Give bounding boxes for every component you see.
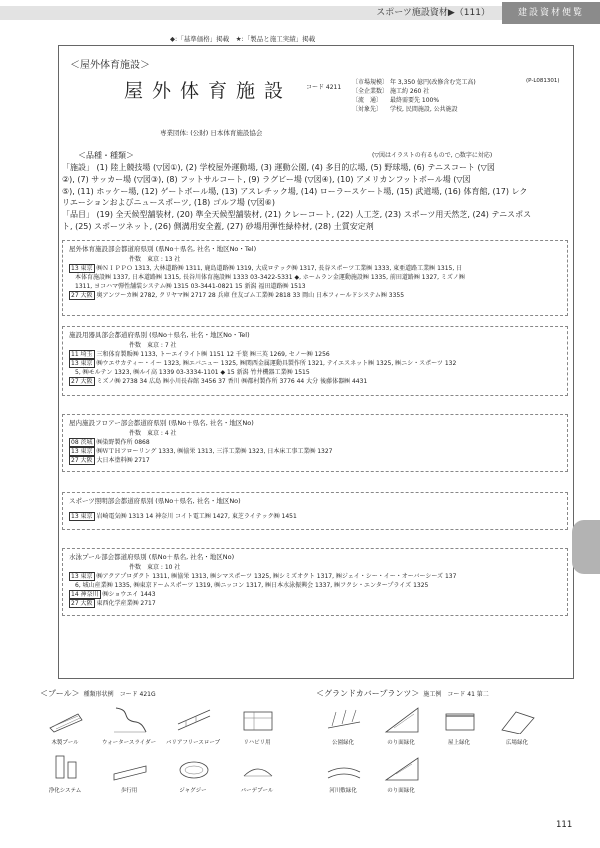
types-line: リエーションおよびニュースポーツ, (18) ゴルフ場 (▽図⑥) <box>62 198 275 208</box>
types-note: (▽図はイラストの有るもので, ○数字に対応) <box>372 152 493 159</box>
box-line: 27 大阪 東西化学産業㈱ 2717 <box>71 600 156 607</box>
slope-greening-illustration-2 <box>384 752 420 782</box>
box-line: 27 大阪 大日本塗料㈱ 2717 <box>71 457 150 464</box>
page-title: 屋外体育施設 <box>124 80 293 102</box>
prefecture-tag: 13 東京 <box>71 573 93 580</box>
prefecture-tag: 27 大阪 <box>71 600 93 607</box>
box-line: 08 茨城 ㈱染野製作所 0868 <box>71 439 150 446</box>
rooftop-greening-illustration <box>442 704 478 734</box>
groundcover-caption: 屋上緑化 <box>447 740 470 746</box>
pool-caption: バーデプール <box>240 788 274 794</box>
side-index-tab <box>572 520 600 574</box>
market-info-row: 〔流 通〕 最終需要先 100% <box>352 97 440 104</box>
prefecture-tag: 13 東京 <box>71 360 93 367</box>
plaza-greening-illustration <box>500 704 536 734</box>
category-label: ＜屋外体育施設＞ <box>70 60 150 71</box>
pool-caption: リハビリ用 <box>243 740 271 746</box>
walking-pool-illustration <box>112 752 148 782</box>
pool-caption: ウォータースライダー <box>101 740 157 746</box>
header-book-title: 建設資材便覧 <box>502 2 600 24</box>
legend-note: ◆:「基準価格」掲載 ★:「製品と施工実績」掲載 <box>170 35 316 43</box>
box-title: 施設用器具部会都道府県別 (県No＋県名, 社名・地区No・Tel) <box>69 331 250 339</box>
types-line: 「施設」 (1) 陸上競技場 (▽図①), (2) 学校屋外運動場, (3) 運動公園, (4) 多目的広場, (5) 野球場, (6) テニスコート (▽図 <box>62 163 495 172</box>
groundcover-caption: のり面緑化 <box>387 788 415 794</box>
barrier-free-slope-illustration <box>176 704 212 734</box>
box-count: 件数 東京 : 10 社 <box>129 564 181 571</box>
box-line: 6, 城山産業㈱ 1335, ㈱東京ドームスポーツ 1319, ㈱ニッコン 1317, ㈱日本水泳振興会 1337, ㈱フクシ・エンタープライズ 1325 <box>75 582 429 589</box>
box-count: 件数 東京 : 4 社 <box>129 430 177 437</box>
groundcover-heading: ＜グランドカバープランツ＞ 施工例 コード 41 第二 <box>316 689 489 698</box>
prefecture-tag: 27 大阪 <box>71 292 93 299</box>
prefecture-tag: 08 茨城 <box>71 439 93 446</box>
product-code: コード 4211 <box>306 84 342 91</box>
pool-subheading: 種類形状例 コード 421G <box>83 691 156 698</box>
p-code: (P-L081301) <box>526 78 560 84</box>
prefecture-tag: 13 東京 <box>71 448 93 455</box>
pool-caption: バリアフリースロープ <box>165 740 221 746</box>
box-line: 本体育施設㈱ 1337, 日本道路㈱ 1315, 長谷川体育施設㈱ 1333 03-3422-5331 ◆, ホームラン金運動施設㈱ 1335, 前田道路㈱ 1327, ミズノ㈱ <box>75 274 465 281</box>
groundcover-caption: 河川敷緑化 <box>329 788 357 794</box>
market-info-row: 〔対象先〕 学校, 民間施設, 公共施設 <box>352 106 458 113</box>
park-greening-illustration <box>326 704 362 734</box>
box-title: スポーツ照明部会都道府県別 (県No＋県名, 社名・地区No) <box>69 497 241 505</box>
box-line: 13 東京 ㈱ウエサカティー・イー 1323, ㈱エバニュー 1325, ㈱関西金属運動具製作所 1321, テイエスネット㈱ 1325, ㈱ニシ・スポーツ 132 <box>71 360 457 367</box>
wooden-pool-illustration <box>48 704 84 734</box>
market-info-row: 〔市場規模〕 年 3,350 億円(改修含む完工高) <box>352 79 476 86</box>
company-box <box>62 240 568 316</box>
box-title: 屋外体育施設部会都道府県別 (県No＋県名, 社名・地区No・Tel) <box>69 245 257 253</box>
groundcover-caption: 公園緑化 <box>331 740 354 746</box>
jacuzzi-illustration <box>176 752 212 782</box>
box-title: 屋内施設フロアー部会都道府県別 (県No＋県名, 社名・地区No) <box>69 419 254 427</box>
box-line: 13 東京 ㈱ＮＩＰＰＯ 1313, 大林道路㈱ 1311, 鹿島道路㈱ 1319, 大成ロテック㈱ 1317, 長谷スポーツ工業㈱ 1333, 東亜道路工業㈱ 1315, 日 <box>71 265 463 272</box>
types-line: ⑤), (11) ホッケー場, (12) ゲートボール場, (13) アスレチック場, (14) ローラースケート場, (15) 武道場, (16) 体育館, (17) レク <box>62 186 528 196</box>
pool-caption: 木製プール <box>51 740 79 746</box>
prefecture-tag: 27 大阪 <box>71 378 93 385</box>
types-line: ト, (25) スポーツネット, (26) 側溝用安全蓋, (27) 砂場用弾性緑枠材, (28) 土質安定剤 <box>62 221 374 231</box>
market-info <box>352 78 476 114</box>
rehab-pool-illustration <box>240 704 276 734</box>
types-heading: ＜品種・種類＞ <box>78 151 134 160</box>
groundcover-caption: 広場緑化 <box>505 740 528 746</box>
groundcover-subheading: 施工例 コード 41 第二 <box>423 691 489 698</box>
box-line: 13 東京 ㈱ＷＴＨフローリング 1333, ㈱協栄 1313, 三洋工業㈱ 1323, 日本床工事工業㈱ 1327 <box>71 448 333 455</box>
prefecture-tag: 14 神奈川 <box>71 591 99 598</box>
bade-pool-illustration <box>240 752 276 782</box>
box-line: 27 大阪 奥アンツーカ㈱ 2782, クリヤマ㈱ 2717 28 兵庫 住友ゴム工業㈱ 2818 33 岡山 日本フィールドシステム㈱ 3355 <box>71 292 405 299</box>
types-line: 「品目」 (19) 全天候型舗装材, (20) 準全天候型舗装材, (21) クレーコート, (22) 人工芝, (23) スポーツ用天然芝, (24) テニスポス <box>62 210 532 220</box>
filtration-system-illustration <box>48 752 84 782</box>
prefecture-tag: 13 東京 <box>71 513 93 520</box>
page-header <box>0 0 600 28</box>
prefecture-tag: 13 東京 <box>71 265 93 272</box>
page-number: 111 <box>556 820 573 830</box>
water-slide-illustration <box>112 704 148 734</box>
box-line: 13 東京 ㈱アクアプロダクト 1311, ㈱協栄 1313, ㈱シマスポーツ 1325, ㈱シミズオクト 1317, ㈱ジェイ・シー・イー・オーバーシーズ 137 <box>71 573 457 580</box>
box-line: 1311, ヨコハマ弾性舗装システム㈱ 1315 03-3441-0821 15 新潟 福田道路㈱ 1513 <box>75 283 306 290</box>
pool-heading: ＜プール＞ 種類形状例 コード 421G <box>40 689 156 698</box>
prefecture-tag: 11 埼玉 <box>71 351 93 358</box>
box-line: 11 埼玉 三和体育製販㈱ 1133, トーエイライト㈱ 1151 12 千葉 ㈱三英 1269, セノー㈱ 1256 <box>71 351 330 358</box>
pool-caption: 浄化システム <box>48 788 82 794</box>
types-line: ②), (7) サッカー場 (▽図③), (8) フットサルコート, (9) ラグビー場 (▽図④), (10) アメリカンフットボール場 (▽図 <box>62 174 471 184</box>
header-section-label: スポーツ施設資材▶（111） <box>376 8 490 18</box>
pool-caption: ジャグジー <box>179 788 207 794</box>
groundcover-caption: のり面緑化 <box>387 740 415 746</box>
box-line: 14 神奈川 ㈱ショウエイ 1443 <box>71 591 156 598</box>
box-count: 件数 東京 : 13 社 <box>129 256 181 263</box>
company-box <box>62 548 568 616</box>
pool-caption: 歩行用 <box>120 788 138 794</box>
company-box <box>62 326 568 396</box>
industry-organization: 専業団体: (公財) 日本体育施設協会 <box>160 129 263 137</box>
prefecture-tag: 27 大阪 <box>71 457 93 464</box>
company-box <box>62 492 568 530</box>
box-title: 水泳プール部会都道府県別 (県No＋県名, 社名・地区No) <box>69 553 235 561</box>
slope-greening-illustration <box>384 704 420 734</box>
market-info-row: 〔全企業数〕 施工約 260 社 <box>352 88 430 95</box>
box-line: 13 東京 岩崎電気㈱ 1313 14 神奈川 コイト電工㈱ 1427, 東芝ライテック㈱ 1451 <box>71 513 297 520</box>
riverbed-greening-illustration <box>326 752 362 782</box>
box-count: 件数 東京 : 7 社 <box>129 342 177 349</box>
types-list <box>62 162 566 233</box>
company-box <box>62 414 568 472</box>
box-line: 27 大阪 ミズノ㈱ 2738 34 広島 ㈱小川長春館 3456 37 香川 ㈱都村製作所 3776 44 大分 後藤体器㈱ 4431 <box>71 378 368 385</box>
box-line: 5, ㈱モルテン 1323, ㈱ルイ高 1339 03-3334-1101 ◆ 15 新潟 竹井機器工業㈱ 1515 <box>75 369 310 376</box>
